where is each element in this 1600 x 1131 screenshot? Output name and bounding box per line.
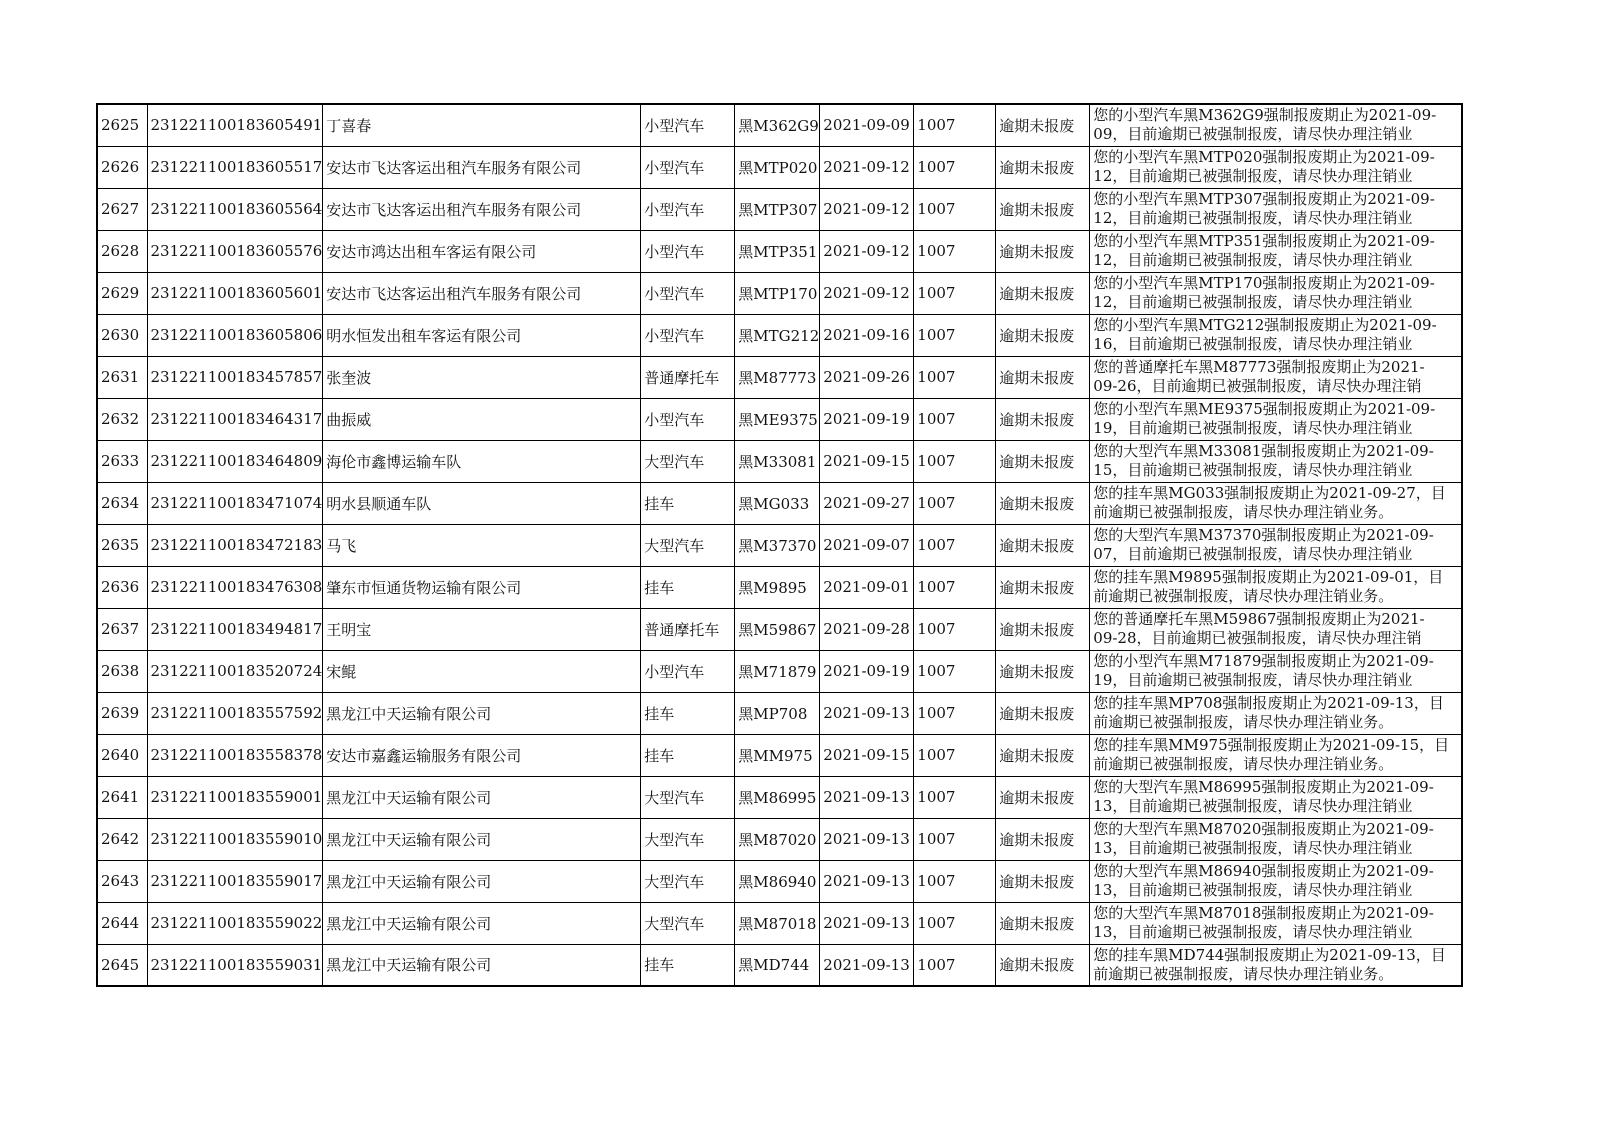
status-text-cell: 逾期未报废 <box>996 650 1090 692</box>
table-row <box>97 692 1462 734</box>
notice-line: 前逾期已被强制报废，请尽快办理注销业务。 <box>1093 712 1394 731</box>
scrap-date-cell: 2021-09-15 <box>820 440 914 482</box>
owner-name-cell: 安达市飞达客运出租汽车服务有限公司 <box>323 188 641 230</box>
plate-number-cell: 黑MTP170 <box>735 272 820 314</box>
scrap-date-cell: 2021-09-13 <box>820 860 914 902</box>
table-row <box>97 272 1462 314</box>
notice-line: 19，目前逾期已被强制报废，请尽快办理注销业 <box>1093 418 1413 437</box>
notice-line: 您的小型汽车黑MTP351强制报废期止为2021-09- <box>1093 231 1435 250</box>
owner-name-cell: 宋鲲 <box>323 650 641 692</box>
notice-line: 您的小型汽车黑MTP170强制报废期止为2021-09- <box>1093 273 1435 292</box>
table-row <box>97 860 1462 902</box>
scrap-date-cell: 2021-09-13 <box>820 818 914 860</box>
scrap-date-cell: 2021-09-16 <box>820 314 914 356</box>
status-text-cell: 逾期未报废 <box>996 818 1090 860</box>
plate-number-cell: 黑MTP351 <box>735 230 820 272</box>
notice-cell <box>1090 692 1462 734</box>
record-id-cell: 231221100183520724 <box>147 650 323 692</box>
status-text-cell: 逾期未报废 <box>996 692 1090 734</box>
vehicle-type-cell: 小型汽车 <box>641 272 735 314</box>
notice-cell <box>1090 524 1462 566</box>
notice-cell <box>1090 944 1462 986</box>
status-text-cell: 逾期未报废 <box>996 944 1090 986</box>
record-id-cell: 231221100183605517 <box>147 146 323 188</box>
scrap-date-cell: 2021-09-12 <box>820 188 914 230</box>
notice-line: 您的大型汽车黑M86995强制报废期止为2021-09- <box>1093 777 1434 796</box>
vehicle-type-cell: 挂车 <box>641 734 735 776</box>
notice-line: 15，目前逾期已被强制报废，请尽快办理注销业 <box>1093 460 1413 479</box>
plate-number-cell: 黑MM975 <box>735 734 820 776</box>
status-code-cell: 1007 <box>914 482 996 524</box>
status-code-cell: 1007 <box>914 944 996 986</box>
notice-line: 您的小型汽车黑ME9375强制报废期止为2021-09- <box>1093 399 1436 418</box>
row-number-cell: 2625 <box>97 104 147 146</box>
row-number-cell: 2630 <box>97 314 147 356</box>
notice-line: 12，目前逾期已被强制报废，请尽快办理注销业 <box>1093 166 1413 185</box>
owner-name-cell: 丁喜春 <box>323 104 641 146</box>
status-code-cell: 1007 <box>914 860 996 902</box>
scrap-date-cell: 2021-09-01 <box>820 566 914 608</box>
plate-number-cell: 黑M33081 <box>735 440 820 482</box>
status-text-cell: 逾期未报废 <box>996 440 1090 482</box>
status-text-cell: 逾期未报废 <box>996 230 1090 272</box>
row-number-cell: 2639 <box>97 692 147 734</box>
row-number-cell: 2645 <box>97 944 147 986</box>
status-text-cell: 逾期未报废 <box>996 608 1090 650</box>
status-code-cell: 1007 <box>914 356 996 398</box>
scrap-date-cell: 2021-09-13 <box>820 692 914 734</box>
owner-name-cell: 明水县顺通车队 <box>323 482 641 524</box>
notice-line: 前逾期已被强制报废，请尽快办理注销业务。 <box>1093 964 1394 983</box>
vehicle-type-cell: 大型汽车 <box>641 524 735 566</box>
record-id-cell: 231221100183559031 <box>147 944 323 986</box>
notice-line: 您的大型汽车黑M33081强制报废期止为2021-09- <box>1093 441 1434 460</box>
scrap-date-cell: 2021-09-12 <box>820 230 914 272</box>
notice-cell <box>1090 398 1462 440</box>
vehicle-type-cell: 挂车 <box>641 566 735 608</box>
table-row <box>97 230 1462 272</box>
scrap-date-cell: 2021-09-26 <box>820 356 914 398</box>
notice-cell <box>1090 650 1462 692</box>
row-number-cell: 2644 <box>97 902 147 944</box>
vehicle-type-cell: 小型汽车 <box>641 314 735 356</box>
record-id-cell: 231221100183605564 <box>147 188 323 230</box>
row-number-cell: 2627 <box>97 188 147 230</box>
notice-line: 09-26，目前逾期已被强制报废，请尽快办理注销 <box>1093 376 1422 395</box>
plate-number-cell: 黑M362G9 <box>735 104 820 146</box>
row-number-cell: 2634 <box>97 482 147 524</box>
scrap-date-cell: 2021-09-12 <box>820 146 914 188</box>
status-code-cell: 1007 <box>914 230 996 272</box>
status-text-cell: 逾期未报废 <box>996 902 1090 944</box>
scrap-date-cell: 2021-09-12 <box>820 272 914 314</box>
row-number-cell: 2640 <box>97 734 147 776</box>
table-row <box>97 398 1462 440</box>
notice-line: 07，目前逾期已被强制报废，请尽快办理注销业 <box>1093 544 1413 563</box>
record-id-cell: 231221100183605601 <box>147 272 323 314</box>
vehicle-type-cell: 大型汽车 <box>641 860 735 902</box>
notice-cell <box>1090 314 1462 356</box>
table-row <box>97 188 1462 230</box>
record-id-cell: 231221100183559017 <box>147 860 323 902</box>
scrap-date-cell: 2021-09-27 <box>820 482 914 524</box>
vehicle-type-cell: 大型汽车 <box>641 902 735 944</box>
notice-line: 您的挂车黑MD744强制报废期止为2021-09-13，目 <box>1093 945 1446 964</box>
table-row <box>97 314 1462 356</box>
scrap-date-cell: 2021-09-09 <box>820 104 914 146</box>
row-number-cell: 2637 <box>97 608 147 650</box>
status-text-cell: 逾期未报废 <box>996 776 1090 818</box>
owner-name-cell: 马飞 <box>323 524 641 566</box>
vehicle-type-cell: 大型汽车 <box>641 776 735 818</box>
table-row <box>97 104 1462 146</box>
owner-name-cell: 安达市飞达客运出租汽车服务有限公司 <box>323 146 641 188</box>
table-row <box>97 734 1462 776</box>
row-number-cell: 2628 <box>97 230 147 272</box>
status-text-cell: 逾期未报废 <box>996 314 1090 356</box>
record-id-cell: 231221100183605491 <box>147 104 323 146</box>
notice-line: 您的小型汽车黑MTP020强制报废期止为2021-09- <box>1093 147 1435 166</box>
scrap-date-cell: 2021-09-28 <box>820 608 914 650</box>
notice-line: 09-28，目前逾期已被强制报废，请尽快办理注销 <box>1093 628 1422 647</box>
notice-cell <box>1090 230 1462 272</box>
status-code-cell: 1007 <box>914 608 996 650</box>
record-id-cell: 231221100183559010 <box>147 818 323 860</box>
scrap-date-cell: 2021-09-19 <box>820 650 914 692</box>
status-code-cell: 1007 <box>914 146 996 188</box>
plate-number-cell: 黑M71879 <box>735 650 820 692</box>
vehicle-type-cell: 小型汽车 <box>641 230 735 272</box>
notice-cell <box>1090 566 1462 608</box>
table-row <box>97 356 1462 398</box>
plate-number-cell: 黑M87020 <box>735 818 820 860</box>
record-id-cell: 231221100183472183 <box>147 524 323 566</box>
record-id-cell: 231221100183457857 <box>147 356 323 398</box>
table-row <box>97 818 1462 860</box>
plate-number-cell: 黑M9895 <box>735 566 820 608</box>
owner-name-cell: 黑龙江中天运输有限公司 <box>323 692 641 734</box>
row-number-cell: 2631 <box>97 356 147 398</box>
vehicle-type-cell: 小型汽车 <box>641 146 735 188</box>
vehicle-type-cell: 普通摩托车 <box>641 356 735 398</box>
table-row <box>97 650 1462 692</box>
status-code-cell: 1007 <box>914 734 996 776</box>
vehicle-type-cell: 挂车 <box>641 944 735 986</box>
notice-line: 您的大型汽车黑M87020强制报废期止为2021-09- <box>1093 819 1434 838</box>
plate-number-cell: 黑M87018 <box>735 902 820 944</box>
status-text-cell: 逾期未报废 <box>996 146 1090 188</box>
notice-cell <box>1090 482 1462 524</box>
plate-number-cell: 黑M59867 <box>735 608 820 650</box>
vehicle-type-cell: 大型汽车 <box>641 818 735 860</box>
owner-name-cell: 黑龙江中天运输有限公司 <box>323 776 641 818</box>
status-text-cell: 逾期未报废 <box>996 188 1090 230</box>
owner-name-cell: 王明宝 <box>323 608 641 650</box>
notice-line: 您的小型汽车黑M362G9强制报废期止为2021-09- <box>1093 106 1437 124</box>
notice-line: 您的挂车黑MP708强制报废期止为2021-09-13，目 <box>1093 693 1444 712</box>
status-text-cell: 逾期未报废 <box>996 398 1090 440</box>
notice-line: 09，目前逾期已被强制报废，请尽快办理注销业 <box>1093 125 1413 143</box>
owner-name-cell: 曲振威 <box>323 398 641 440</box>
row-number-cell: 2626 <box>97 146 147 188</box>
owner-name-cell: 黑龙江中天运输有限公司 <box>323 860 641 902</box>
status-code-cell: 1007 <box>914 188 996 230</box>
notice-line: 13，目前逾期已被强制报废，请尽快办理注销业 <box>1093 796 1413 815</box>
notice-line: 12，目前逾期已被强制报废，请尽快办理注销业 <box>1093 250 1413 269</box>
plate-number-cell: 黑MTG212 <box>735 314 820 356</box>
status-code-cell: 1007 <box>914 440 996 482</box>
table-row <box>97 146 1462 188</box>
plate-number-cell: 黑M86940 <box>735 860 820 902</box>
status-text-cell: 逾期未报废 <box>996 272 1090 314</box>
scrap-date-cell: 2021-09-13 <box>820 902 914 944</box>
notice-cell <box>1090 146 1462 188</box>
plate-number-cell: 黑MD744 <box>735 944 820 986</box>
owner-name-cell: 安达市鸿达出租车客运有限公司 <box>323 230 641 272</box>
row-number-cell: 2642 <box>97 818 147 860</box>
record-id-cell: 231221100183605806 <box>147 314 323 356</box>
scrap-date-cell: 2021-09-15 <box>820 734 914 776</box>
record-id-cell: 231221100183464809 <box>147 440 323 482</box>
vehicle-type-cell: 普通摩托车 <box>641 608 735 650</box>
owner-name-cell: 海伦市鑫博运输车队 <box>323 440 641 482</box>
row-number-cell: 2636 <box>97 566 147 608</box>
plate-number-cell: 黑ME9375 <box>735 398 820 440</box>
notice-line: 12，目前逾期已被强制报废，请尽快办理注销业 <box>1093 292 1413 311</box>
status-code-cell: 1007 <box>914 398 996 440</box>
notice-line: 您的普通摩托车黑M87773强制报废期止为2021- <box>1093 357 1425 376</box>
notice-cell <box>1090 860 1462 902</box>
notice-line: 您的小型汽车黑M71879强制报废期止为2021-09- <box>1093 651 1434 670</box>
notice-line: 前逾期已被强制报废，请尽快办理注销业务。 <box>1093 754 1394 773</box>
vehicle-type-cell: 挂车 <box>641 482 735 524</box>
plate-number-cell: 黑M87773 <box>735 356 820 398</box>
status-text-cell: 逾期未报废 <box>996 860 1090 902</box>
notice-cell <box>1090 272 1462 314</box>
status-text-cell: 逾期未报废 <box>996 524 1090 566</box>
owner-name-cell: 明水恒发出租车客运有限公司 <box>323 314 641 356</box>
record-id-cell: 231221100183494817 <box>147 608 323 650</box>
row-number-cell: 2638 <box>97 650 147 692</box>
vehicle-type-cell: 挂车 <box>641 692 735 734</box>
status-code-cell: 1007 <box>914 272 996 314</box>
notice-line: 您的大型汽车黑M86940强制报废期止为2021-09- <box>1093 861 1434 880</box>
plate-number-cell: 黑M86995 <box>735 776 820 818</box>
notice-line: 您的挂车黑MM975强制报废期止为2021-09-15，目 <box>1093 735 1450 754</box>
table-row <box>97 608 1462 650</box>
table-row <box>97 482 1462 524</box>
vehicle-type-cell: 小型汽车 <box>641 188 735 230</box>
status-text-cell: 逾期未报废 <box>996 734 1090 776</box>
vehicle-type-cell: 大型汽车 <box>641 440 735 482</box>
plate-number-cell: 黑M37370 <box>735 524 820 566</box>
status-code-cell: 1007 <box>914 776 996 818</box>
notice-line: 13，目前逾期已被强制报废，请尽快办理注销业 <box>1093 838 1413 857</box>
notice-line: 16，目前逾期已被强制报废，请尽快办理注销业 <box>1093 334 1413 353</box>
notice-cell <box>1090 356 1462 398</box>
owner-name-cell: 肇东市恒通货物运输有限公司 <box>323 566 641 608</box>
notice-line: 您的大型汽车黑M37370强制报废期止为2021-09- <box>1093 525 1434 544</box>
table-row <box>97 566 1462 608</box>
status-text-cell: 逾期未报废 <box>996 356 1090 398</box>
table-row <box>97 902 1462 944</box>
record-id-cell: 231221100183559001 <box>147 776 323 818</box>
notice-cell <box>1090 734 1462 776</box>
record-id-cell: 231221100183464317 <box>147 398 323 440</box>
status-text-cell: 逾期未报废 <box>996 482 1090 524</box>
status-code-cell: 1007 <box>914 104 996 146</box>
notice-line: 12，目前逾期已被强制报废，请尽快办理注销业 <box>1093 208 1413 227</box>
notice-cell <box>1090 188 1462 230</box>
notice-line: 您的大型汽车黑M87018强制报废期止为2021-09- <box>1093 903 1434 922</box>
record-id-cell: 231221100183605576 <box>147 230 323 272</box>
table-row <box>97 440 1462 482</box>
table-row <box>97 776 1462 818</box>
table-row <box>97 524 1462 566</box>
status-text-cell: 逾期未报废 <box>996 104 1090 146</box>
notice-cell <box>1090 440 1462 482</box>
record-id-cell: 231221100183559022 <box>147 902 323 944</box>
record-id-cell: 231221100183557592 <box>147 692 323 734</box>
status-code-cell: 1007 <box>914 524 996 566</box>
row-number-cell: 2632 <box>97 398 147 440</box>
scrap-date-cell: 2021-09-19 <box>820 398 914 440</box>
notice-line: 您的小型汽车黑MTG212强制报废期止为2021-09- <box>1093 315 1437 334</box>
scrap-date-cell: 2021-09-13 <box>820 944 914 986</box>
vehicle-type-cell: 小型汽车 <box>641 104 735 146</box>
notice-line: 19，目前逾期已被强制报废，请尽快办理注销业 <box>1093 670 1413 689</box>
notice-cell <box>1090 608 1462 650</box>
row-number-cell: 2641 <box>97 776 147 818</box>
status-code-cell: 1007 <box>914 692 996 734</box>
notice-line: 您的挂车黑M9895强制报废期止为2021-09-01，目 <box>1093 567 1444 586</box>
status-code-cell: 1007 <box>914 902 996 944</box>
notice-line: 13，目前逾期已被强制报废，请尽快办理注销业 <box>1093 922 1413 941</box>
owner-name-cell: 张奎波 <box>323 356 641 398</box>
status-code-cell: 1007 <box>914 314 996 356</box>
vehicle-type-cell: 小型汽车 <box>641 650 735 692</box>
row-number-cell: 2633 <box>97 440 147 482</box>
record-id-cell: 231221100183476308 <box>147 566 323 608</box>
status-text-cell: 逾期未报废 <box>996 566 1090 608</box>
owner-name-cell: 安达市飞达客运出租汽车服务有限公司 <box>323 272 641 314</box>
scrap-date-cell: 2021-09-13 <box>820 776 914 818</box>
status-code-cell: 1007 <box>914 818 996 860</box>
vehicle-scrap-table <box>96 103 1463 987</box>
plate-number-cell: 黑MTP020 <box>735 146 820 188</box>
record-id-cell: 231221100183558378 <box>147 734 323 776</box>
notice-line: 前逾期已被强制报废，请尽快办理注销业务。 <box>1093 502 1394 521</box>
status-code-cell: 1007 <box>914 650 996 692</box>
owner-name-cell: 黑龙江中天运输有限公司 <box>323 818 641 860</box>
notice-cell <box>1090 776 1462 818</box>
plate-number-cell: 黑MTP307 <box>735 188 820 230</box>
plate-number-cell: 黑MP708 <box>735 692 820 734</box>
notice-cell <box>1090 902 1462 944</box>
record-id-cell: 231221100183471074 <box>147 482 323 524</box>
row-number-cell: 2635 <box>97 524 147 566</box>
row-number-cell: 2629 <box>97 272 147 314</box>
table-row <box>97 944 1462 986</box>
scrap-date-cell: 2021-09-07 <box>820 524 914 566</box>
owner-name-cell: 黑龙江中天运输有限公司 <box>323 902 641 944</box>
notice-line: 前逾期已被强制报废，请尽快办理注销业务。 <box>1093 586 1394 605</box>
status-code-cell: 1007 <box>914 566 996 608</box>
notice-line: 您的普通摩托车黑M59867强制报废期止为2021- <box>1093 609 1425 628</box>
plate-number-cell: 黑MG033 <box>735 482 820 524</box>
notice-line: 您的挂车黑MG033强制报废期止为2021-09-27，目 <box>1093 483 1446 502</box>
notice-line: 您的小型汽车黑MTP307强制报废期止为2021-09- <box>1093 189 1435 208</box>
notice-line: 13，目前逾期已被强制报废，请尽快办理注销业 <box>1093 880 1413 899</box>
notice-cell <box>1090 818 1462 860</box>
owner-name-cell: 黑龙江中天运输有限公司 <box>323 944 641 986</box>
owner-name-cell: 安达市嘉鑫运输服务有限公司 <box>323 734 641 776</box>
notice-cell <box>1090 104 1462 146</box>
row-number-cell: 2643 <box>97 860 147 902</box>
vehicle-type-cell: 小型汽车 <box>641 398 735 440</box>
